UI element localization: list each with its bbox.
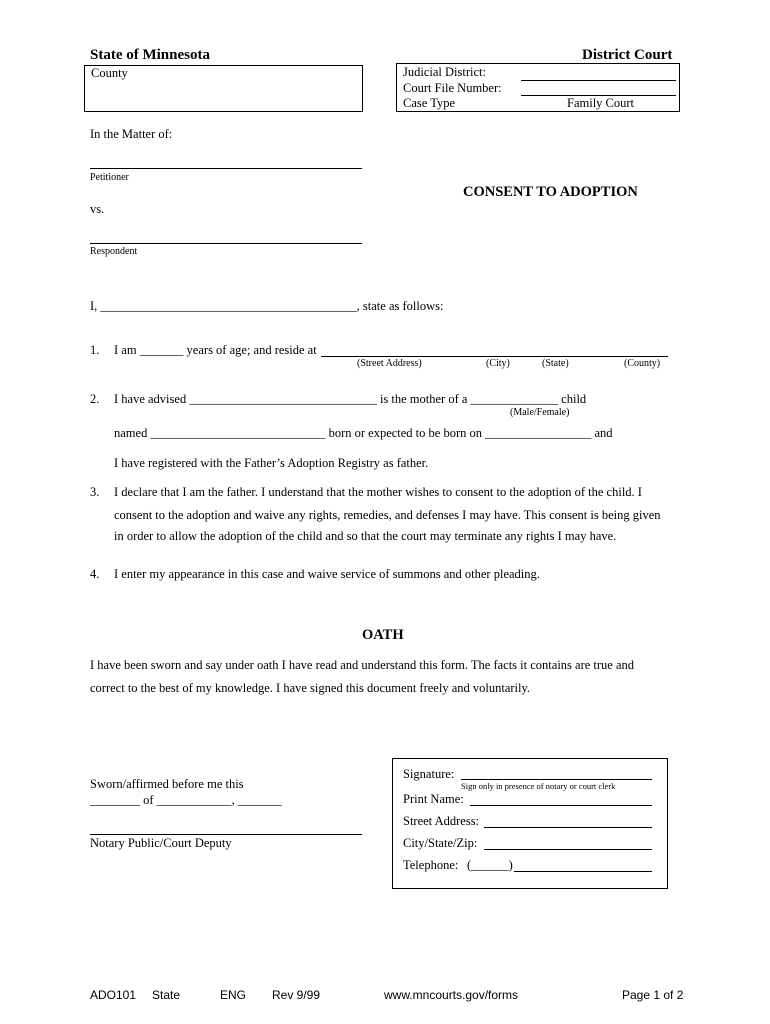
hint-county: (County) — [624, 358, 661, 369]
county-box[interactable] — [84, 65, 363, 112]
intro-statement — [90, 299, 443, 314]
item-4-text: I enter my appearance in this case and waive service of summons and other pleading. — [114, 567, 540, 581]
item-2-line-3: I have registered with the Father’s Adoption Registry as father. — [114, 456, 429, 470]
item-3-line-2: consent to the adoption and waive any rights, remedies, and defenses I may have. This consent is being given — [114, 508, 661, 522]
item-3-line-3: in order to allow the adoption of the child and so that the court may terminate any rights I may have. — [114, 529, 617, 543]
footer-language: ENG — [220, 988, 247, 1002]
judicial-district-label: Judicial District: — [403, 65, 486, 79]
print-name-label: Print Name: — [403, 792, 464, 806]
signature-hint: Sign only in presence of notary or court clerk — [461, 781, 616, 791]
signature-label: Signature: — [403, 767, 455, 781]
county-label: County — [91, 66, 128, 80]
city-state-zip-label: City/State/Zip: — [403, 836, 478, 850]
street-address-label: Street Address: — [403, 814, 480, 828]
footer-form-id: ADO101 — [90, 988, 137, 1002]
item-1-text: I am _______ years of age; and reside at — [114, 343, 317, 357]
hint-state: (State) — [542, 358, 569, 369]
sworn-date-blanks[interactable]: ________ of ____________, _______ — [90, 793, 282, 807]
case-type-label: Case Type — [403, 96, 456, 110]
signature-box — [392, 758, 668, 889]
intro-start: I, — [90, 299, 101, 313]
residence-address-line[interactable] — [321, 356, 668, 357]
footer-website-link[interactable]: www.mncourts.gov/forms — [384, 988, 519, 1002]
print-name-field[interactable] — [470, 805, 652, 806]
case-info-box — [396, 63, 680, 112]
item-3-line-1: I declare that I am the father. I understand that the mother wishes to consent to the adoption of the child. I — [114, 485, 642, 499]
telephone-number-field[interactable] — [514, 871, 652, 872]
notary-label: Notary Public/Court Deputy — [90, 836, 232, 850]
petitioner-line[interactable] — [90, 168, 362, 169]
oath-line-1: I have been sworn and say under oath I have read and understand this form. The facts it contains are true and — [90, 658, 635, 672]
item-2-line-1[interactable]: I have advised ______________________________ is the mother of a ______________ child — [114, 392, 587, 406]
case-type-value: Family Court — [567, 96, 635, 110]
telephone-area-code[interactable]: (______) — [467, 858, 513, 872]
item-2-number: 2. — [90, 392, 100, 406]
notary-signature-line[interactable] — [90, 834, 362, 835]
vs-label: vs. — [90, 202, 105, 216]
intro-end: , state as follows: — [356, 299, 444, 313]
document-title: CONSENT TO ADOPTION — [463, 184, 638, 200]
hint-city: (City) — [486, 358, 510, 369]
item-4-number: 4. — [90, 567, 100, 581]
petitioner-label: Petitioner — [90, 172, 129, 183]
sworn-label: Sworn/affirmed before me this — [90, 777, 244, 791]
court-heading: District Court — [582, 47, 673, 63]
court-file-number-label: Court File Number: — [403, 81, 502, 95]
name-blank[interactable]: _________________________________________ — [100, 299, 357, 313]
matter-label: In the Matter of: — [90, 127, 173, 141]
city-state-zip-field[interactable] — [484, 849, 652, 850]
hint-street-address: (Street Address) — [357, 358, 422, 369]
respondent-line[interactable] — [90, 243, 362, 244]
hint-male-female: (Male/Female) — [510, 407, 570, 418]
judicial-district-field[interactable] — [521, 80, 676, 81]
item-2-line-2[interactable]: named ____________________________ born or expected to be born on _________________ and — [114, 426, 613, 440]
footer-page-number: Page 1 of 2 — [622, 988, 684, 1002]
signature-field[interactable] — [461, 779, 652, 780]
item-1-number: 1. — [90, 343, 100, 357]
state-heading: State of Minnesota — [90, 47, 210, 63]
footer-state: State — [152, 988, 181, 1002]
item-3-number: 3. — [90, 485, 100, 499]
oath-line-2: correct to the best of my knowledge. I have signed this document freely and voluntarily. — [90, 681, 531, 695]
footer-revision: Rev 9/99 — [272, 988, 321, 1002]
telephone-label: Telephone: — [403, 858, 459, 872]
respondent-label: Respondent — [90, 246, 138, 257]
street-address-field[interactable] — [484, 827, 652, 828]
oath-title: OATH — [362, 627, 404, 643]
